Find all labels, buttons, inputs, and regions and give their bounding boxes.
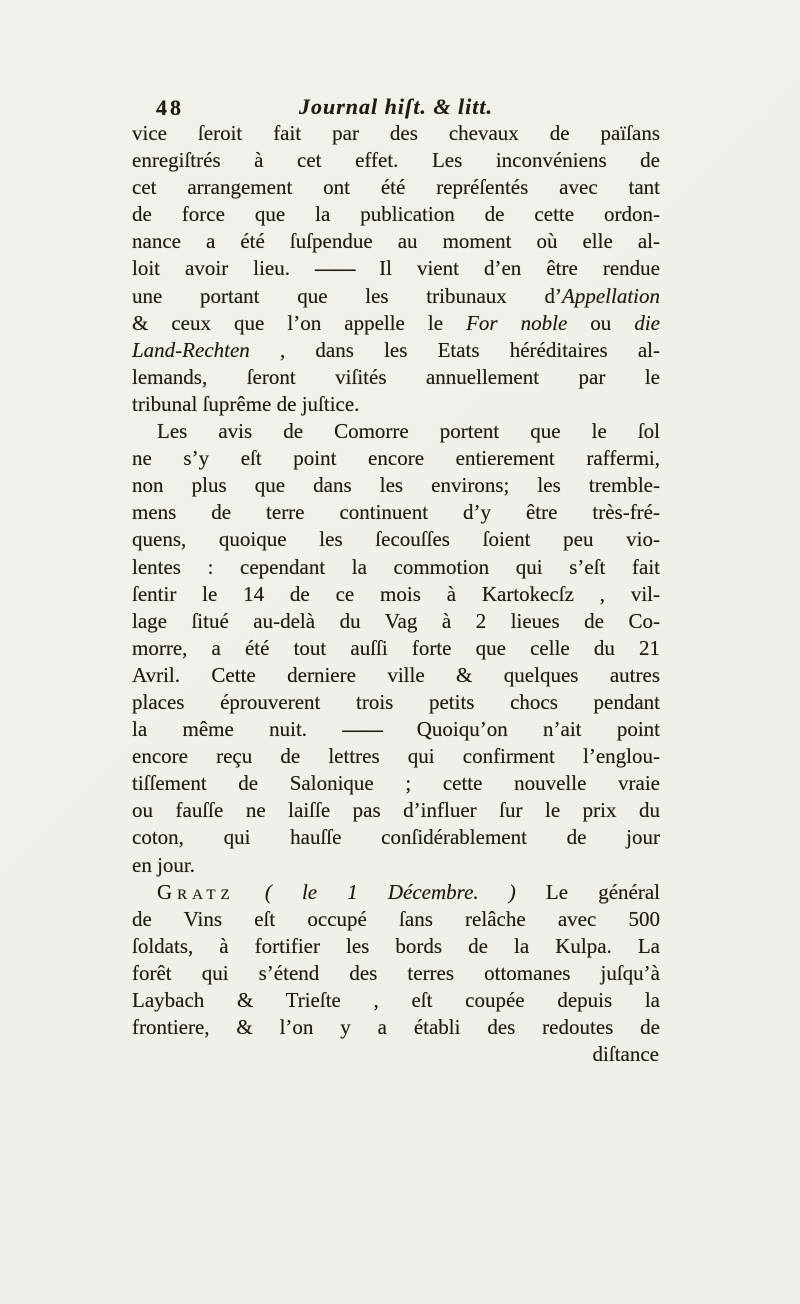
- text-segment: ou fauſſe ne laiſſe pas d’influer ſur le prix du: [132, 798, 660, 823]
- text-line: [132, 906, 660, 933]
- text-segment: encore reçu de lettres qui confirment l’englou-: [132, 744, 660, 769]
- text-segment: & ceux que l’on appelle le: [132, 310, 467, 335]
- text-block: [132, 94, 660, 1068]
- text-segment: ne s’y eſt point encore entierement raffermi,: [132, 446, 660, 471]
- text-segment: Quoiqu’on n’ait point: [381, 717, 660, 742]
- text-line: [132, 499, 660, 526]
- text-line: [132, 337, 660, 364]
- text-segment: la même nuit.: [132, 717, 343, 742]
- text-line: [132, 824, 660, 851]
- text-line: [132, 987, 660, 1014]
- text-line: [132, 960, 660, 987]
- text-line: [132, 554, 660, 581]
- text-segment: Land-Rechten: [132, 337, 250, 362]
- text-segment: frontiere, & l’on y a établi des redoutes de: [132, 1015, 660, 1040]
- text-line: [132, 228, 660, 255]
- text-segment: une portant que les tribunaux d’: [132, 283, 562, 308]
- text-segment: morre, a été tout auſſi forte que celle du 21: [132, 635, 660, 660]
- page-header: [132, 94, 660, 120]
- text-line: [132, 933, 660, 960]
- text-segment: Il vient d’en être rendue: [354, 256, 660, 281]
- text-segment: lentes : cependant la commotion qui s’eſt fait: [132, 554, 660, 579]
- text-segment: ( le 1 Décembre. ): [264, 879, 516, 904]
- text-segment: lage ſitué au-delà du Vag à 2 lieues de Co-: [132, 608, 660, 633]
- text-line: [132, 418, 660, 445]
- text-line: [132, 608, 660, 635]
- page-number: 48: [156, 95, 184, 120]
- text-segment: lemands, ſeront viſités annuellement par le: [132, 364, 660, 389]
- text-line: [132, 879, 660, 906]
- text-line: [132, 770, 660, 797]
- text-segment: de force que la publication de cette ordon-: [132, 202, 660, 227]
- text-segment: mens de terre continuent d’y être très-fré-: [132, 500, 660, 525]
- text-segment: Avril. Cette derniere ville & quelques autres: [132, 662, 660, 687]
- text-line: [132, 147, 660, 174]
- text-line: [132, 310, 660, 337]
- text-line: [132, 445, 660, 472]
- text-line: [132, 120, 660, 147]
- text-line: [132, 581, 660, 608]
- text-segment: cet arrangement ont été repréſentés avec tant: [132, 175, 660, 200]
- text-segment: forêt qui s’étend des terres ottomanes juſqu’à: [132, 960, 660, 985]
- text-segment: ſentir le 14 de ce mois à Kartokecſz , vil-: [132, 581, 660, 606]
- text-line: [132, 174, 660, 201]
- text-line: [132, 689, 660, 716]
- text-segment: coton, qui hauſſe conſidérablement de jour: [132, 825, 660, 850]
- text-line: [132, 526, 660, 553]
- text-segment: nance a été ſuſpendue au moment où elle al-: [132, 229, 660, 254]
- text-line: [132, 391, 660, 418]
- text-segment: die: [634, 310, 660, 335]
- text-line: [132, 364, 660, 391]
- dash-rule: ——: [342, 717, 382, 742]
- text-segment: places éprouverent trois petits chocs pendant: [132, 689, 660, 714]
- text-line: [132, 797, 660, 824]
- catchword-row: [132, 1041, 660, 1068]
- text-segment: en jour.: [132, 852, 195, 877]
- text-segment: non plus que dans les environs; les tremble-: [132, 473, 660, 498]
- catchword: diſtance: [592, 1042, 659, 1067]
- dash-rule: ——: [315, 256, 355, 281]
- text-line: [132, 255, 660, 282]
- text-segment: vice ſeroit fait par des chevaux de païſans: [132, 121, 660, 145]
- text-segment: enregiſtrés à cet effet. Les inconvéniens de: [132, 148, 660, 173]
- text-line: [132, 635, 660, 662]
- text-line: [132, 1014, 660, 1041]
- text-segment: Laybach & Trieſte , eſt coupée depuis la: [132, 988, 660, 1012]
- text-segment: ou: [567, 310, 635, 335]
- text-line: [132, 743, 660, 770]
- text-segment: ſoldats, à fortifier les bords de la Kulpa. La: [132, 933, 660, 958]
- text-segment: tribunal ſuprême de juſtice.: [132, 391, 360, 416]
- text-segment: Appellation: [562, 283, 660, 308]
- text-segment: de Vins eſt occupé ſans relâche avec 500: [132, 906, 660, 931]
- text-segment: tiſſement de Salonique ; cette nouvelle vraie: [132, 771, 660, 796]
- running-title: Journal hiſt. & litt.: [299, 94, 493, 119]
- text-line: [132, 283, 660, 310]
- text-line: [132, 716, 660, 743]
- text-line: [132, 201, 660, 228]
- text-segment: Gratz: [157, 879, 235, 904]
- text-segment: loit avoir lieu.: [132, 256, 316, 281]
- text-segment: For noble: [466, 310, 568, 335]
- text-segment: [235, 880, 265, 904]
- text-line: [132, 662, 660, 689]
- text-segment: Les avis de Comorre portent que le ſol: [157, 419, 660, 444]
- page-text: [132, 120, 660, 1041]
- text-segment: quens, quoique les ſecouſſes ſoient peu vio-: [132, 527, 660, 552]
- text-line: [132, 852, 660, 879]
- text-segment: Le général: [515, 879, 660, 904]
- text-segment: , dans les Etats héréditaires al-: [249, 337, 660, 362]
- text-line: [132, 472, 660, 499]
